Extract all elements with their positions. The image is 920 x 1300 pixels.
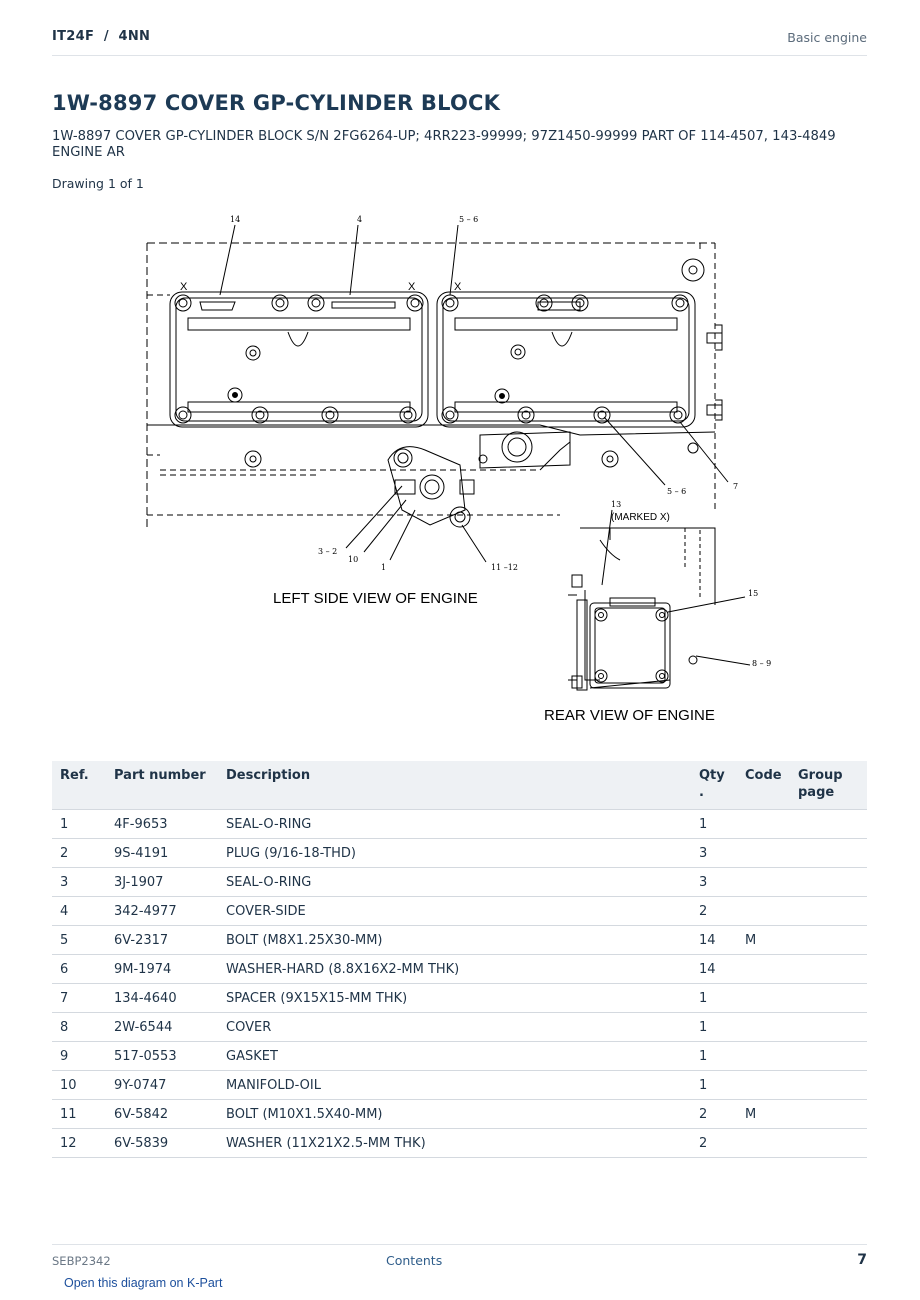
cell-qty: 14 bbox=[691, 955, 737, 984]
cell-description: WASHER-HARD (8.8X16X2-MM THK) bbox=[218, 955, 691, 984]
table-row bbox=[52, 839, 867, 868]
cell-code bbox=[737, 810, 790, 839]
cell-description: BOLT (M8X1.25X30-MM) bbox=[218, 926, 691, 955]
cell-qty: 1 bbox=[691, 810, 737, 839]
table-row bbox=[52, 897, 867, 926]
cell-description: MANIFOLD-OIL bbox=[218, 1071, 691, 1100]
cell-part-number: 3J-1907 bbox=[106, 868, 218, 897]
cell-ref: 1 bbox=[52, 810, 106, 839]
cell-description: PLUG (9/16-18-THD) bbox=[218, 839, 691, 868]
cell-code bbox=[737, 839, 790, 868]
cell-code bbox=[737, 955, 790, 984]
cell-qty: 1 bbox=[691, 1013, 737, 1042]
cell-code bbox=[737, 1013, 790, 1042]
cell-qty: 3 bbox=[691, 839, 737, 868]
page-number: 7 bbox=[857, 1252, 867, 1268]
drawing-label: Drawing 1 of 1 bbox=[52, 176, 144, 191]
cell-part-number: 342-4977 bbox=[106, 897, 218, 926]
cell-qty: 3 bbox=[691, 868, 737, 897]
page-footer bbox=[52, 1244, 867, 1274]
cell-part-number: 517-0553 bbox=[106, 1042, 218, 1071]
cell-code bbox=[737, 868, 790, 897]
cell-group-page bbox=[790, 1071, 867, 1100]
cell-description: SEAL-O-RING bbox=[218, 810, 691, 839]
engine-drawing-svg bbox=[140, 210, 780, 735]
cell-part-number: 4F-9653 bbox=[106, 810, 218, 839]
callout-7: 7 bbox=[733, 482, 739, 491]
table-row bbox=[52, 1071, 867, 1100]
cell-group-page bbox=[790, 1129, 867, 1158]
cell-description: COVER-SIDE bbox=[218, 897, 691, 926]
cell-code bbox=[737, 897, 790, 926]
cell-description: WASHER (11X21X2.5-MM THK) bbox=[218, 1129, 691, 1158]
cell-description: SEAL-O-RING bbox=[218, 868, 691, 897]
cell-qty: 1 bbox=[691, 1042, 737, 1071]
cell-ref: 9 bbox=[52, 1042, 106, 1071]
col-qty-header: Qty . bbox=[691, 761, 737, 810]
cell-part-number: 2W-6544 bbox=[106, 1013, 218, 1042]
cell-group-page bbox=[790, 868, 867, 897]
callout-13: 13 bbox=[611, 500, 622, 509]
cell-description: GASKET bbox=[218, 1042, 691, 1071]
cell-code: M bbox=[737, 1100, 790, 1129]
cell-ref: 5 bbox=[52, 926, 106, 955]
cell-qty: 14 bbox=[691, 926, 737, 955]
cell-part-number: 6V-5842 bbox=[106, 1100, 218, 1129]
cell-part-number: 6V-5839 bbox=[106, 1129, 218, 1158]
cell-qty: 1 bbox=[691, 1071, 737, 1100]
cell-ref: 3 bbox=[52, 868, 106, 897]
cell-ref: 12 bbox=[52, 1129, 106, 1158]
cell-qty: 2 bbox=[691, 1129, 737, 1158]
cell-ref: 10 bbox=[52, 1071, 106, 1100]
document-id: SEBP2342 bbox=[52, 1254, 111, 1268]
section-name: Basic engine bbox=[787, 30, 867, 45]
open-on-kpart-link[interactable]: Open this diagram on K-Part bbox=[64, 1276, 223, 1290]
cell-part-number: 9M-1974 bbox=[106, 955, 218, 984]
callout-5-6-top: 5 – 6 bbox=[459, 215, 479, 224]
col-code-header: Code bbox=[737, 761, 790, 810]
cell-description: SPACER (9X15X15-MM THK) bbox=[218, 984, 691, 1013]
cell-group-page bbox=[790, 839, 867, 868]
cell-part-number: 9Y-0747 bbox=[106, 1071, 218, 1100]
cell-part-number: 6V-2317 bbox=[106, 926, 218, 955]
table-row bbox=[52, 810, 867, 839]
parts-table bbox=[52, 761, 867, 1158]
cell-ref: 6 bbox=[52, 955, 106, 984]
table-row bbox=[52, 984, 867, 1013]
contents-link[interactable]: Contents bbox=[386, 1253, 443, 1268]
x-mark-2: X bbox=[408, 281, 416, 293]
table-row bbox=[52, 868, 867, 897]
col-group-header: Group page bbox=[790, 761, 867, 810]
table-row bbox=[52, 926, 867, 955]
cell-description: COVER bbox=[218, 1013, 691, 1042]
table-row bbox=[52, 1013, 867, 1042]
cell-group-page bbox=[790, 1013, 867, 1042]
parts-diagram bbox=[140, 210, 780, 735]
marked-x-note: (MARKED X) bbox=[611, 512, 670, 523]
col-desc-header: Description bbox=[218, 761, 691, 810]
cell-part-number: 9S-4191 bbox=[106, 839, 218, 868]
cell-code bbox=[737, 1042, 790, 1071]
machine-model: IT24F / 4NN bbox=[52, 29, 151, 44]
callout-8-9: 8 – 9 bbox=[752, 659, 772, 668]
table-row bbox=[52, 1100, 867, 1129]
cell-group-page bbox=[790, 897, 867, 926]
col-ref-header: Ref. bbox=[52, 761, 106, 810]
cell-ref: 8 bbox=[52, 1013, 106, 1042]
cell-group-page bbox=[790, 926, 867, 955]
cell-description: BOLT (M10X1.5X40-MM) bbox=[218, 1100, 691, 1129]
left-view-caption: LEFT SIDE VIEW OF ENGINE bbox=[273, 590, 478, 607]
page-header bbox=[52, 0, 867, 56]
cell-group-page bbox=[790, 984, 867, 1013]
table-row bbox=[52, 1042, 867, 1071]
page-title: 1W-8897 COVER GP-CYLINDER BLOCK bbox=[52, 91, 501, 115]
x-mark-1: X bbox=[180, 281, 188, 293]
cell-code bbox=[737, 1129, 790, 1158]
cell-group-page bbox=[790, 955, 867, 984]
cell-part-number: 134-4640 bbox=[106, 984, 218, 1013]
cell-code bbox=[737, 984, 790, 1013]
cell-qty: 1 bbox=[691, 984, 737, 1013]
callout-14: 14 bbox=[230, 215, 241, 224]
cell-code: M bbox=[737, 926, 790, 955]
page-subtitle: 1W-8897 COVER GP-CYLINDER BLOCK S/N 2FG6264-UP; 4RR223-99999; 97Z1450-99999 PART OF 114-4507, 143-4849 ENGINE AR bbox=[52, 129, 836, 160]
cell-group-page bbox=[790, 810, 867, 839]
cell-ref: 4 bbox=[52, 897, 106, 926]
cell-group-page bbox=[790, 1042, 867, 1071]
cell-qty: 2 bbox=[691, 897, 737, 926]
callout-5-6-bottom: 5 – 6 bbox=[667, 487, 687, 496]
cell-ref: 2 bbox=[52, 839, 106, 868]
callout-10: 10 bbox=[348, 555, 359, 564]
x-mark-3: X bbox=[454, 281, 462, 293]
col-part-header: Part number bbox=[106, 761, 218, 810]
table-row bbox=[52, 955, 867, 984]
rear-view-caption: REAR VIEW OF ENGINE bbox=[544, 707, 715, 724]
table-header-row bbox=[52, 761, 867, 810]
cell-ref: 11 bbox=[52, 1100, 106, 1129]
table-row bbox=[52, 1129, 867, 1158]
cell-ref: 7 bbox=[52, 984, 106, 1013]
callout-15: 15 bbox=[748, 589, 759, 598]
callout-11-12: 11 –12 bbox=[491, 563, 518, 572]
cell-code bbox=[737, 1071, 790, 1100]
callout-4: 4 bbox=[357, 215, 363, 224]
callout-3-2: 3 – 2 bbox=[318, 547, 338, 556]
cell-group-page bbox=[790, 1100, 867, 1129]
callout-1: 1 bbox=[381, 563, 387, 572]
cell-qty: 2 bbox=[691, 1100, 737, 1129]
